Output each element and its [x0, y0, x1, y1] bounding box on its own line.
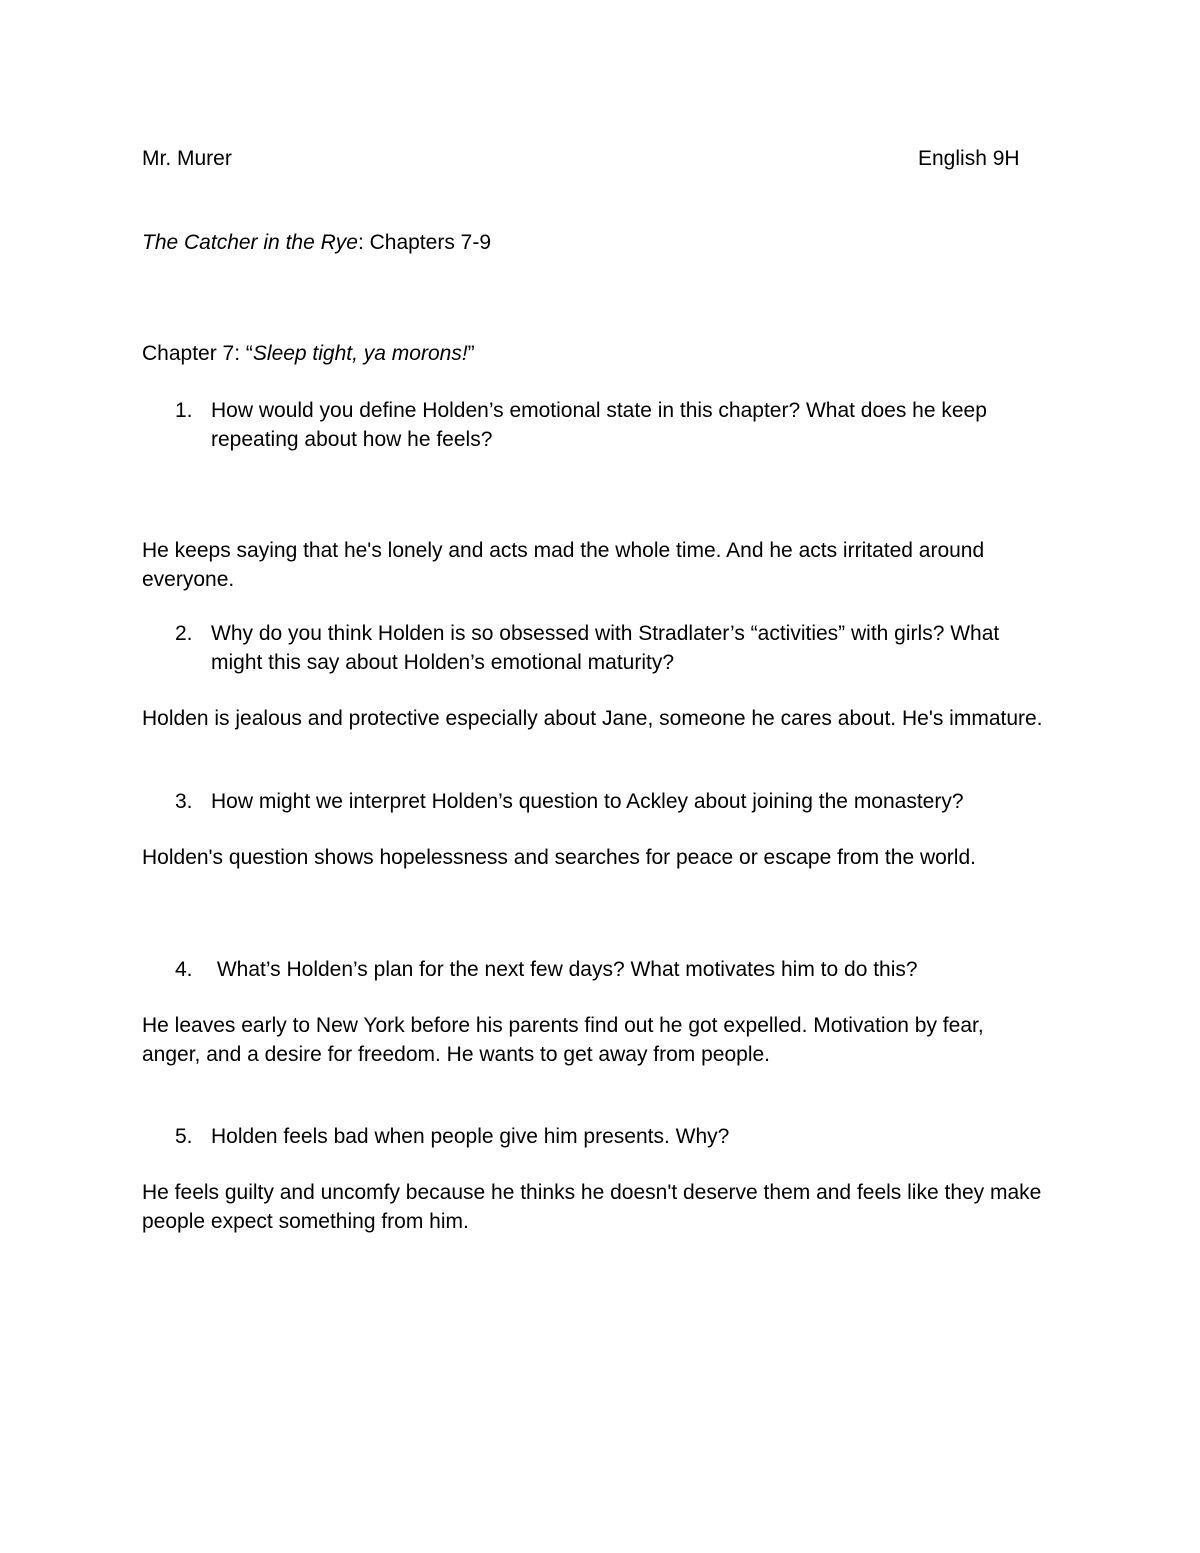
book-title: The Catcher in the Rye [142, 231, 358, 254]
teacher-name: Mr. Murer [142, 147, 232, 170]
question-number-4: 4. [175, 958, 193, 981]
question-number-3: 3. [175, 790, 193, 813]
question-1-line-1: How would you define Holden’s emotional state in this chapter? What does he keep [211, 399, 987, 422]
question-2-line-2: might this say about Holden’s emotional maturity? [211, 651, 675, 674]
chapter-quote-close: ” [467, 342, 475, 365]
question-4-line-1: What’s Holden’s plan for the next few days? What motivates him to do this? [211, 958, 918, 981]
question-number-1: 1. [175, 399, 193, 422]
answer-4-line-2: anger, and a desire for freedom. He wants to get away from people. [142, 1043, 771, 1066]
question-1-line-2: repeating about how he feels? [211, 428, 493, 451]
answer-5-line-1: He feels guilty and uncomfy because he thinks he doesn't deserve them and feels like they make [142, 1181, 1042, 1204]
question-2-line-1: Why do you think Holden is so obsessed with Stradlater’s “activities” with girls? What [211, 622, 1000, 645]
answer-1-line-1: He keeps saying that he's lonely and acts mad the whole time. And he acts irritated around [142, 539, 985, 562]
title-suffix: : Chapters 7-9 [357, 231, 492, 254]
answer-4-line-1: He leaves early to New York before his parents find out he got expelled. Motivation by fear, [142, 1014, 984, 1037]
answer-2-line-1: Holden is jealous and protective especially about Jane, someone he cares about. He's immature. [142, 707, 1043, 730]
chapter-quote: Sleep tight, ya morons! [252, 342, 468, 365]
question-5-line-1: Holden feels bad when people give him presents. Why? [211, 1125, 730, 1148]
course-name: English 9H [918, 147, 1020, 170]
answer-1-line-2: everyone. [142, 568, 235, 591]
answer-3-line-1: Holden's question shows hopelessness and searches for peace or escape from the world. [142, 846, 976, 869]
document-title [142, 228, 491, 257]
answer-5-line-2: people expect something from him. [142, 1210, 469, 1233]
question-number-5: 5. [175, 1125, 193, 1148]
question-number-2: 2. [175, 622, 193, 645]
question-3-line-1: How might we interpret Holden’s question to Ackley about joining the monastery? [211, 790, 964, 813]
chapter-label: Chapter 7: “ [142, 342, 253, 365]
chapter-heading [142, 339, 475, 368]
